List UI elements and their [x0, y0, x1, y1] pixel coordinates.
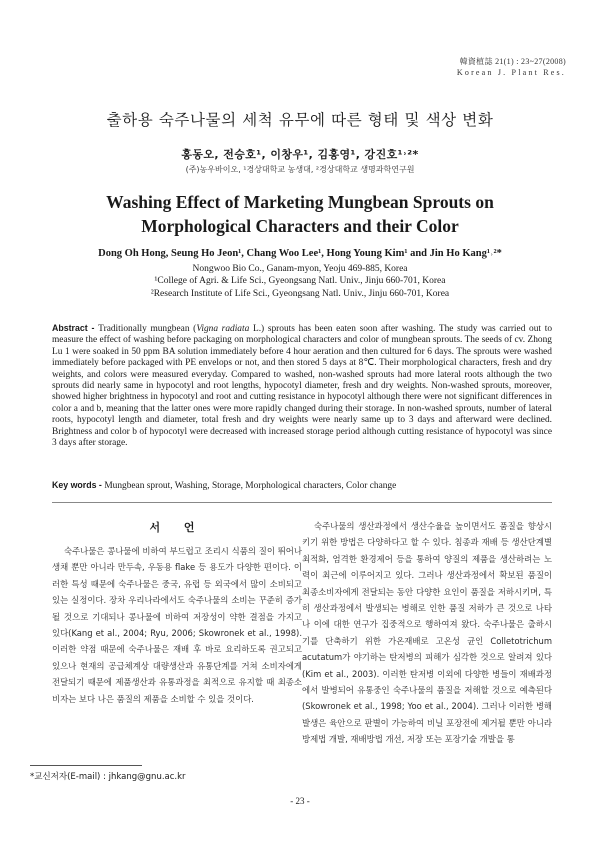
section-heading-introduction: 서 언 — [149, 521, 205, 534]
abstract-text-2: L.) sprouts has been eaten soon after washing. The study was carried out to measure the effect of washing before packaging on morphological characters and color of mungbean sprouts. The seeds of cv. Zhong Lu 1 were soaked in 50 ppm BA solution immediately before 4 hour aeration and then cultured for 6 days. The sprouts were washed immediately before packaged with PE envelops or not, and then stored 5 days at 8℃. Their morphological characters, fresh and dry weights, and colors were measured everyday. Compared to washed, non-washed sprouts had more lateral roots although the two sprouts did nearly same in hypocotyl and root lengths, hypocotyl diameter, fresh and dry weights. Non-washed sprouts, moreover, showed higher brightness in hypocotyl and root and cutting resistance in hypocotyl although there were not significant differences in color a and b, meaning that the latter ones were more rapidly changed during their storage. In non-washed sprouts, number of lateral roots, hypocotyl length and diameter, total fresh and dry weights were nearly same up to 3 days and afterward were declined. Brightness and color b of hypocotyl were decreased with increased storage period although cutting resistance of hypocotyl was since 3 days after storage. — [52, 324, 553, 449]
section-divider — [52, 502, 552, 503]
journal-header — [457, 56, 566, 78]
right-column — [302, 518, 552, 748]
korean-affiliations: (주)농우바이오, ¹경상대학교 농생대, ²경상대학교 생명과학연구원 — [185, 165, 415, 174]
affiliation-1: ¹College of Agri. & Life Sci., Gyeongsang Natl. Univ., Jinju 660-701, Korea — [154, 276, 446, 287]
body-paragraph: 숙주나물의 생산과정에서 생산수율을 높이면서도 품질을 향상시키기 위한 방법은 다양하다고 할 수 있다. 침종과 재배 등 생산단계별 최적화, 엄격한 환경제어 등을 통하여 양질의 제품을 생산하려는 노력이 최근에 이루어지고 있다. 그러나 생산과정에서 확보된 품질이 최종소비자에게 전달되는 동안 다양한 요인이 품질을 저하시키며, 특히 생산과정에서 발생되는 병해로 인한 품질 저하가 큰 것으로 나타나 이에 대한 연구가 집중적으로 행하여져 왔다. 숙주나물은 출하시기를 단축하기 위한 가온재배로 고온성 균인 Colletotrichum acutatum가 야기하는 탄저병의 피해가 심각한 것으로 알려져 있다(Kim et al., 2003). 이러한 탄저병 이외에 다양한 병들이 재배과정에서 발병되어 유통중인 숙주나물의 품질을 저해할 것으로 예측된다(Skowronek et al., 1998; Yoo et al., 2004). 그러나 이러한 병해발생은 육안으로 판별이 가능하여 비닐 포장전에 제거될 뿐만 아니라 방제법 개발, 재배방법 개선, 저장 또는 포장기술 개발을 통 — [302, 521, 552, 745]
page-number: - 23 - — [290, 796, 310, 806]
correspondence-note: *교신저자(E-mail) : jhkang@gnu.ac.kr — [30, 772, 186, 782]
abstract-species: Vigna radiata — [196, 324, 250, 334]
abstract-label: Abstract - — [52, 323, 99, 333]
abstract-text-1: Traditionally mungbean ( — [98, 324, 197, 334]
keywords-text: Mungbean sprout, Washing, Storage, Morphological characters, Color change — [104, 481, 397, 491]
english-affiliations — [0, 263, 600, 300]
korean-authors: 홍동오, 전승호¹, 이창우¹, 김홍영¹, 강진호¹˒²* — [181, 148, 419, 161]
journal-name-en: Korean J. Plant Res. — [456, 68, 566, 77]
keywords — [52, 480, 552, 491]
affiliation-2: ²Research Institute of Life Sci., Gyeongsang Natl. Univ., Jinju 660-701, Korea — [150, 288, 450, 299]
korean-title: 출하용 숙주나물의 세척 유무에 따른 형태 및 색상 변화 — [106, 111, 494, 129]
affiliation-0: Nongwoo Bio Co., Ganam-myon, Yeoju 469-885, Korea — [192, 264, 408, 274]
abstract — [52, 323, 552, 449]
body-paragraph: 숙주나물은 콩나물에 비하여 부드럽고 조리시 식품의 질이 뛰어나 생채 뿐만 아니라 만두속, 우동용 flake 등 용도가 다양한 편이다. 이러한 특성 때문에 숙주나물은 중국, 유럽 등 외국에서 많이 소비되고 있는 실정이다. 장차 우리나라에서도 숙주나물의 소비는 꾸준히 증가될 것으로 기대되나 콩나물에 비하여 저장성이 약한 결점을 가지고 있다(Kang et al., 2004; Ryu, 2006; Skowronek et al., 1998). 이러한 약점 때문에 숙주나물은 재배 후 바로 요리하도록 권고되고 있으나 현재의 공급체계상 대량생산과 유통단계를 거쳐 소비자에게 전달되기 때문에 제품생산과 유통과정을 최적으로 유지할 때 최종소비자는 보다 나은 품질의 제품을 소비할 수 있을 것이다. — [52, 546, 302, 704]
left-column — [52, 543, 302, 707]
journal-citation: 韓資植誌 21(1) : 23~27(2008) — [459, 57, 566, 66]
footnote-rule — [30, 765, 142, 766]
english-authors: Dong Oh Hong, Seung Ho Jeon¹, Chang Woo Lee¹, Hong Young Kim¹ and Jin Ho Kang¹˒²* — [98, 248, 502, 259]
english-title-line-1: Washing Effect of Marketing Mungbean Sprouts on — [106, 192, 494, 212]
english-title-line-2: Morphological Characters and their Color — [141, 216, 459, 236]
english-title — [0, 190, 600, 238]
keywords-label: Key words - — [52, 480, 105, 490]
